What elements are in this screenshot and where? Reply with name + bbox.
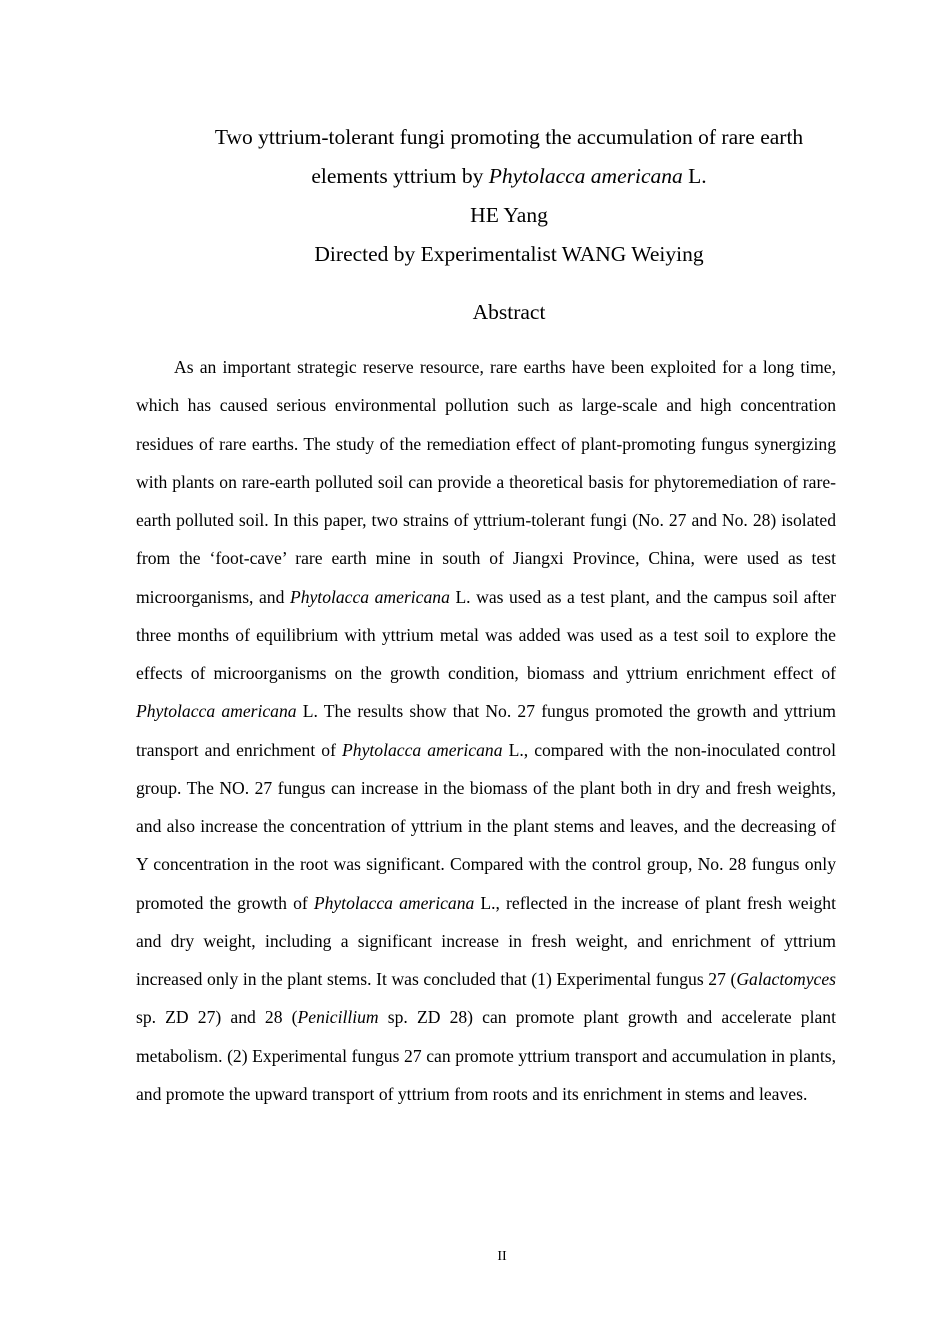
abstract-heading: Abstract (472, 300, 546, 324)
abstract-text: L. The results show that No. 27 fungus promoted the growth and yttrium transport and enrichment of (136, 701, 836, 760)
thesis-title-suffix: L. (682, 164, 707, 188)
author-name: HE Yang (470, 203, 548, 227)
species-name: Phytolacca americana (342, 739, 503, 760)
species-name: Phytolacca americana (136, 701, 297, 722)
page-number: II (497, 1249, 507, 1264)
genus-name: Penicillium (297, 1007, 379, 1028)
thesis-title-line-1: Two yttrium-tolerant fungi promoting the accumulation of rare earth (214, 125, 804, 149)
abstract-text: sp. ZD 28) can promote plant growth and accelerate plant metabolism. (2) Experimental fungus 27 can promote yttrium transport and accumulation in plants, and promote the upward transport of yttrium from roots and its enrichment in stems and leaves. (136, 1007, 836, 1104)
genus-name: Galactomyces (736, 969, 836, 989)
abstract-paragraph (136, 348, 836, 1113)
thesis-title-prefix: elements yttrium by (311, 164, 489, 188)
supervisor-line: Directed by Experimentalist WANG Weiying (314, 242, 704, 266)
abstract-text: As an important strategic reserve resource, rare earths have been exploited for a long time, which has caused serious environmental pollution such as large-scale and high concentration residues of rare earths. The study of the remediation effect of plant-promoting fungus synergizing with plants on rare-earth polluted soil can provide a theoretical basis for phytoremediation of rare-earth polluted soil. In this paper, two strains of yttrium-tolerant fungi (No. 27 and No. 28) isolated from the ‘foot-cave’ rare earth mine in south of Jiangxi Province, China, were used as test microorganisms, and (136, 357, 836, 607)
abstract-text: L., reflected in the increase of plant fresh weight and dry weight, including a significant increase in fresh weight, and enrichment of yttrium increased only in the plant stems. It was concluded that (1) Experimental fungus 27 ( (136, 892, 836, 989)
abstract-text: L., compared with the non-inoculated control group. The NO. 27 fungus can increase in the biomass of the plant both in dry and fresh weights, and also increase the concentration of yttrium in the plant stems and leaves, and the decreasing of Y concentration in the root was significant. Compared with the control group, No. 28 fungus only promoted the growth of (136, 739, 836, 913)
thesis-title-species: Phytolacca americana (488, 164, 683, 188)
species-name: Phytolacca americana (313, 892, 475, 913)
species-name: Phytolacca americana (289, 586, 450, 607)
abstract-text: sp. ZD 27) and 28 ( (136, 1007, 298, 1028)
thesis-title-line-2 (136, 157, 882, 196)
abstract-text: L. was used as a test plant, and the campus soil after three months of equilibrium with yttrium metal was added was used as a test soil to explore the effects of microorganisms on the growth condition, biomass and yttrium enrichment effect of (136, 586, 836, 683)
thesis-title-block (136, 118, 882, 274)
